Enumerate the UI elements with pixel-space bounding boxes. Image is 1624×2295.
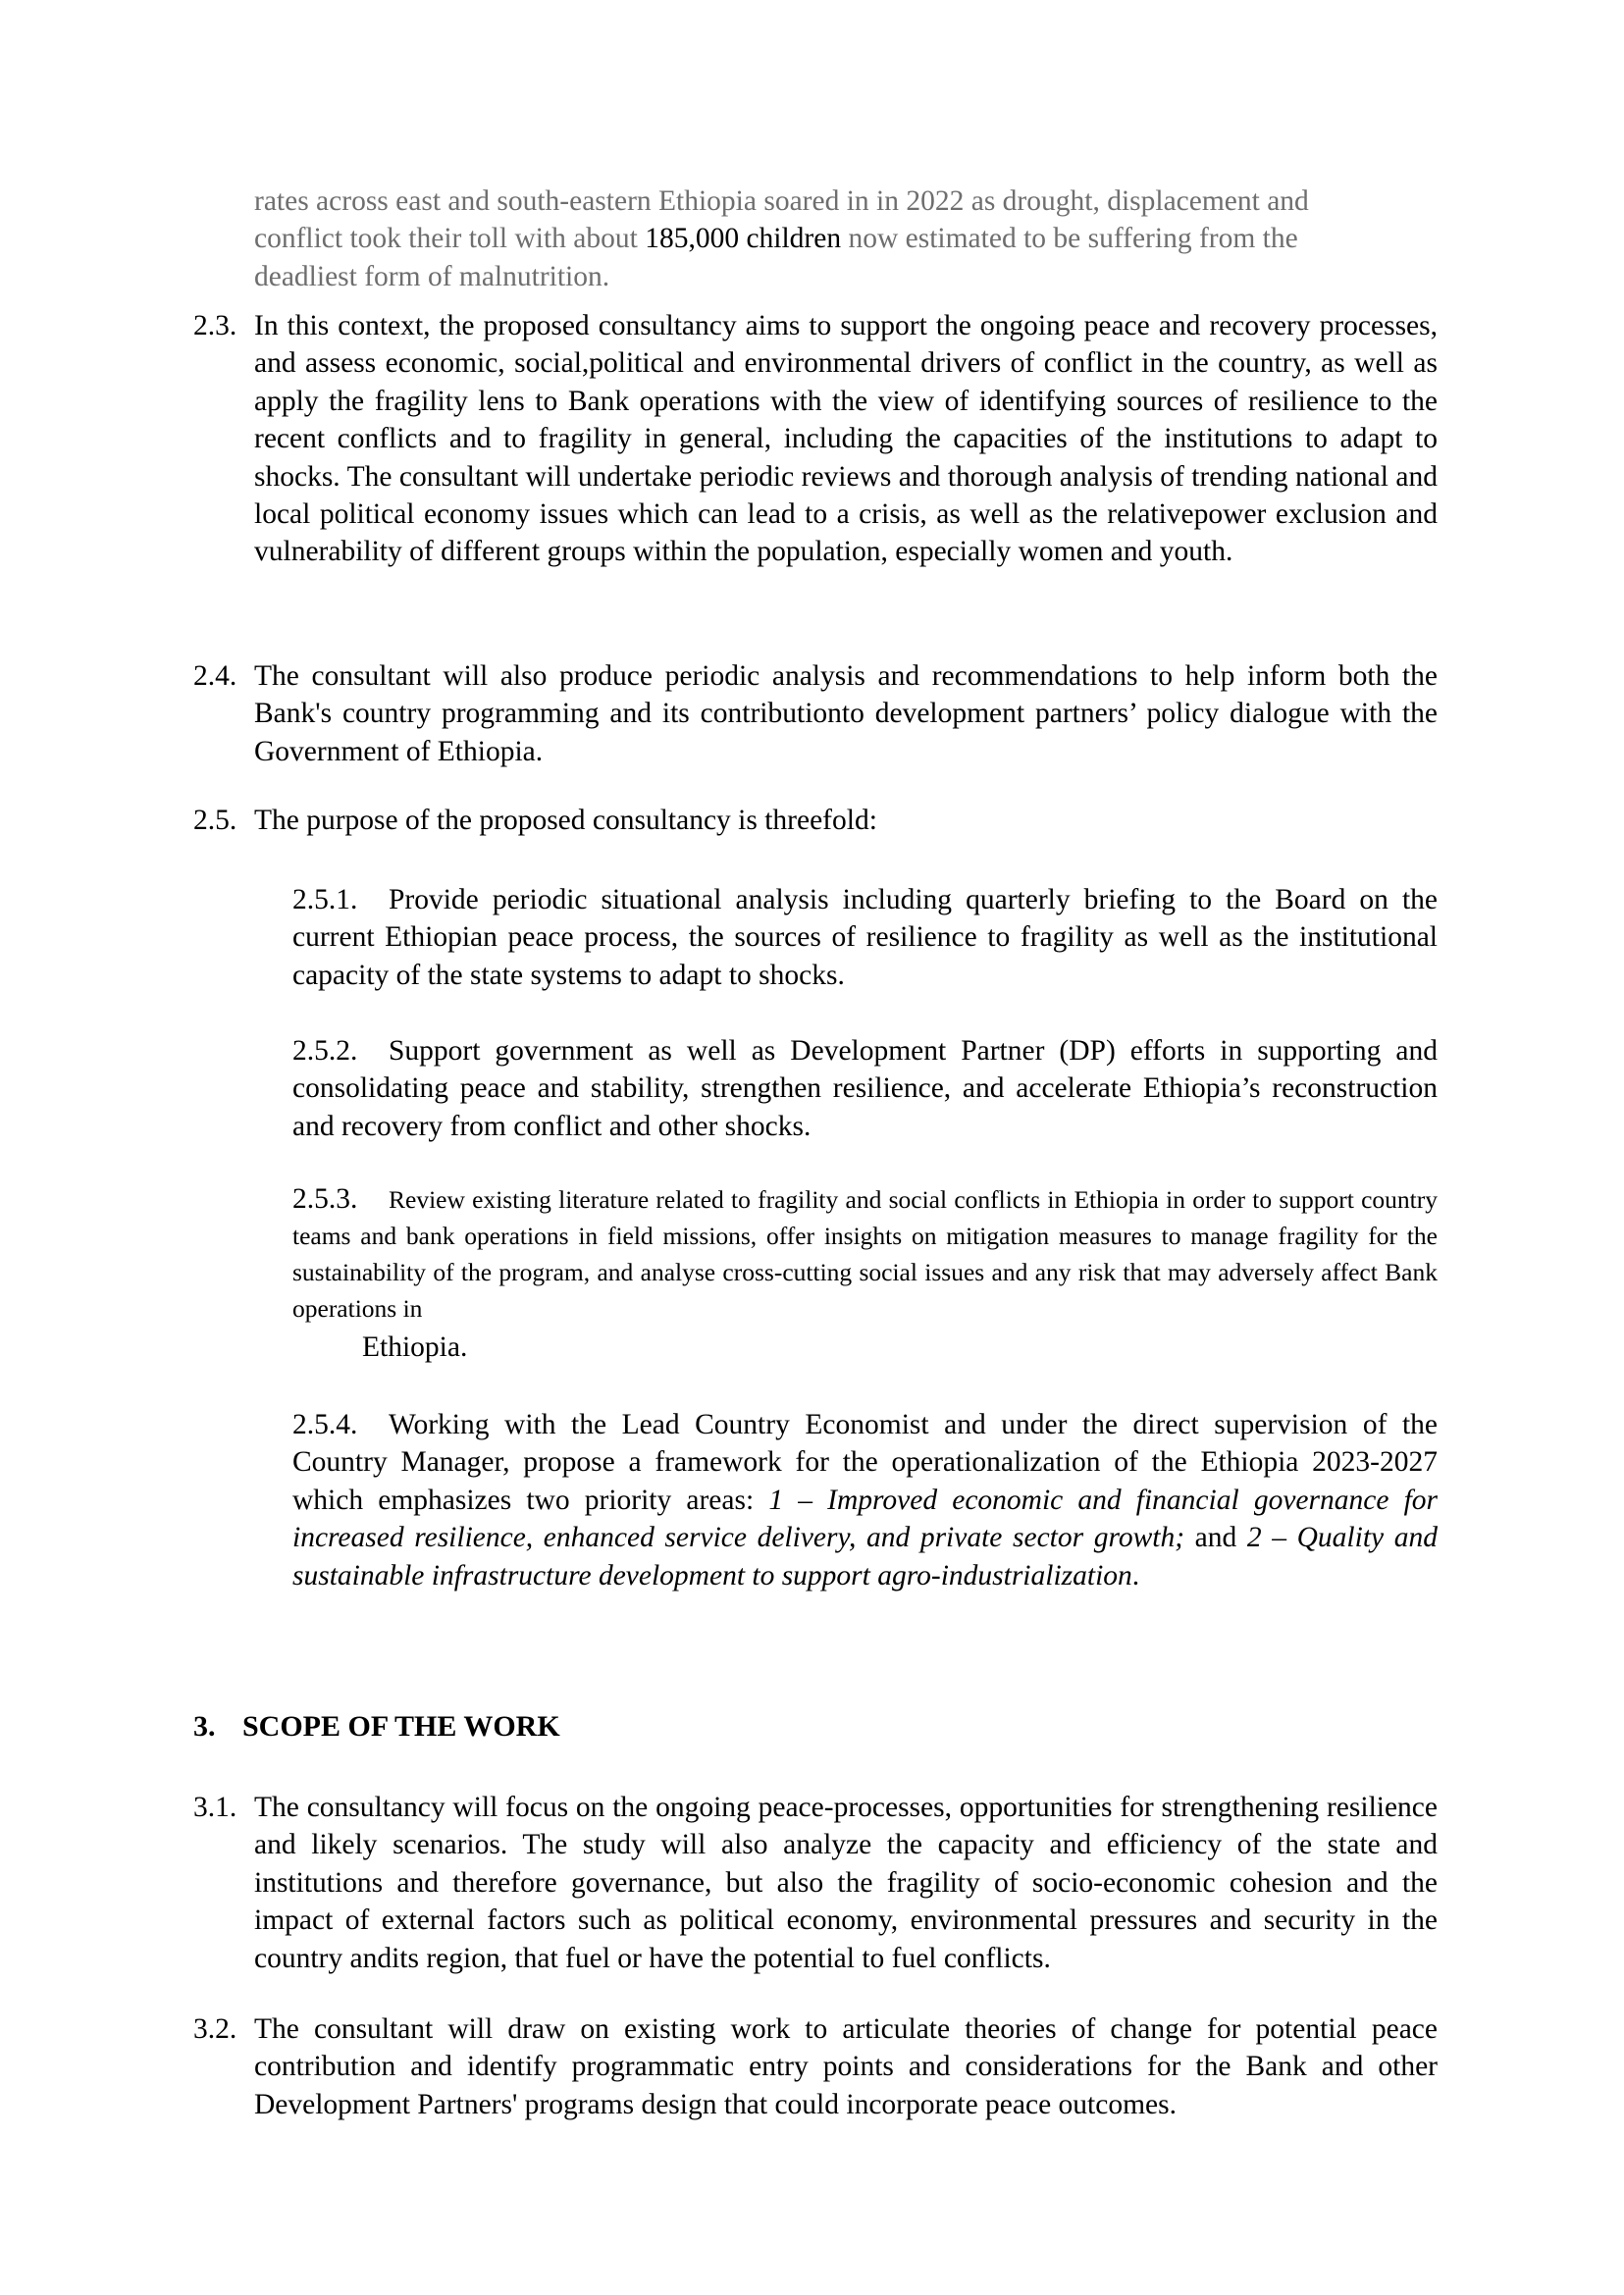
- section-number-2-5-3: 2.5.3.: [292, 1183, 358, 1215]
- priority-area-2: 2 – Quality and sustainable infrastructure development to support agro-industrialization: [292, 1522, 1438, 1591]
- paragraph-2-5-3-end: Ethiopia.: [362, 1331, 468, 1363]
- paragraph-3-1: The consultancy will focus on the ongoing peace-processes, opportunities for strengthening resilience and likely scenarios. The study will also analyze the capacity and efficiency of the state and institutions and therefore governance, but also the fragility of socio-economic cohesion and the impact of external factors such as political economy, environmental pressures and security in the country andits region, that fuel or have the potential to fuel conflicts.: [254, 1792, 1438, 1974]
- section-heading-3-title: SCOPE OF THE WORK: [242, 1710, 560, 1743]
- paragraph-2-5-2: [292, 1032, 1438, 1145]
- paragraph-2-5-4-plain: Working with the Lead Country Economist and under the direct supervision of the Country Manager, propose a framework for the operationalization of the Ethiopia 2023-2027 which emphasizes two priority areas:: [292, 1409, 1438, 1516]
- section-heading-3-number: 3.: [193, 1710, 216, 1743]
- paragraph-2-5: The purpose of the proposed consultancy is threefold:: [254, 805, 877, 836]
- intro-paragraph: [254, 183, 1438, 295]
- paragraph-2-5-4: [292, 1406, 1438, 1594]
- section-number-2-5-1: 2.5.1.: [292, 884, 358, 915]
- section-number-3-1: 3.1.: [193, 1792, 237, 1823]
- priority-area-1: 1 – Improved economic and financial governance for increased resilience, enhanced service delivery, and private sector growth;: [292, 1484, 1438, 1554]
- section-number-2-5: 2.5.: [193, 805, 237, 836]
- intro-line-2-before: conflict took their toll with about: [254, 223, 646, 255]
- section-number-2-3: 2.3.: [193, 310, 237, 341]
- intro-line-3: deadliest form of malnutrition.: [254, 260, 610, 292]
- paragraph-2-4: The consultant will also produce periodic analysis and recommendations to help inform both the Bank's country programming and its contributionto development partners’ policy dialogue with the Government of Ethiopia.: [254, 660, 1438, 767]
- section-number-2-4: 2.4.: [193, 660, 237, 692]
- paragraph-2-5-3: [292, 1181, 1438, 1327]
- intro-highlight: 185,000 children: [645, 223, 842, 255]
- section-number-3-2: 3.2.: [193, 2013, 237, 2045]
- paragraph-2-3: In this context, the proposed consultancy aims to support the ongoing peace and recovery processes, and assess economic, social,political and environmental drivers of conflict in the country, as well as apply the fragility lens to Bank operations with the view of identifying sources of resilience to the recent conflicts and to fragility in general, including the capacities of the institutions to adapt to shocks. The consultant will undertake periodic reviews and thorough analysis of trending national and local political economy issues which can lead to a crisis, as well as the relativepower exclusion and vulnerability of different groups within the population, especially women and youth.: [254, 310, 1438, 568]
- paragraph-2-5-4-and: and: [1184, 1522, 1247, 1554]
- paragraph-3-2: The consultant will draw on existing work to articulate theories of change for potential peace contribution and identify programmatic entry points and considerations for the Bank and other Development Partners' programs design that could incorporate peace outcomes.: [254, 2013, 1438, 2120]
- section-number-2-5-4: 2.5.4.: [292, 1409, 358, 1440]
- intro-line-2-after: now estimated to be suffering from the: [841, 223, 1298, 255]
- paragraph-2-5-1: [292, 881, 1438, 994]
- paragraph-2-5-1-text: Provide periodic situational analysis including quarterly briefing to the Board on the current Ethiopian peace process, the sources of resilience to fragility as well as the institutional capacity of the state systems to adapt to shocks.: [292, 884, 1438, 991]
- paragraph-2-5-2-text: Support government as well as Development Partner (DP) efforts in supporting and consolidating peace and stability, strengthen resilience, and accelerate Ethiopia’s reconstruction and recovery from conflict and other shocks.: [292, 1035, 1438, 1142]
- paragraph-2-5-3-text: Review existing literature related to fragility and social conflicts in Ethiopia in order to support country teams and bank operations in field missions, offer insights on mitigation measures to manage fragility for the sustainability of the program, and analyse cross-cutting social issues and any risk that may adversely affect Bank operations in: [292, 1185, 1438, 1323]
- paragraph-2-5-4-end: .: [1131, 1559, 1140, 1591]
- section-number-2-5-2: 2.5.2.: [292, 1035, 358, 1067]
- intro-line-1: rates across east and south-eastern Ethiopia soared in in 2022 as drought, displacement and: [254, 185, 1309, 217]
